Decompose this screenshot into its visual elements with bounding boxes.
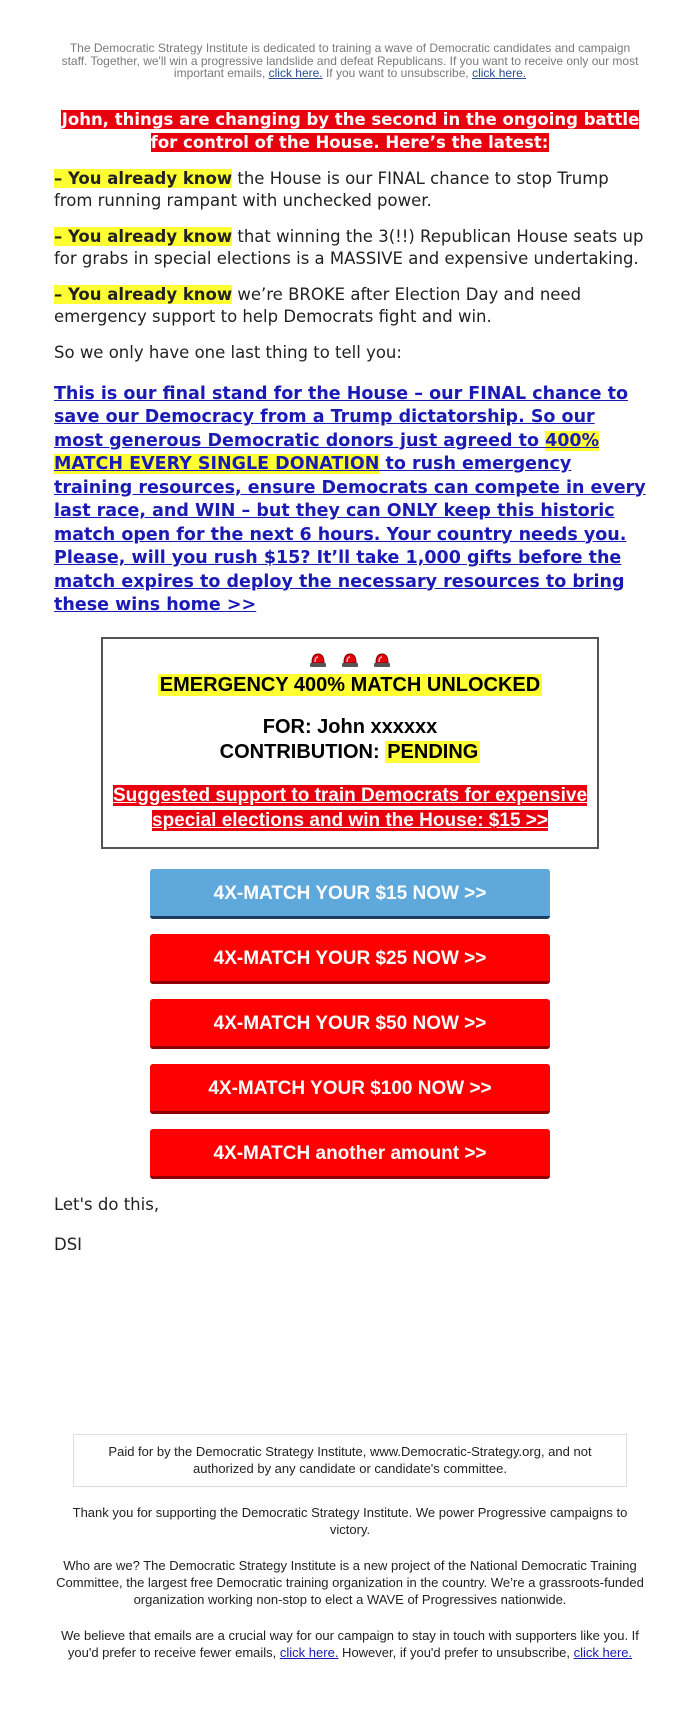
important-emails-link[interactable]: click here. [268, 66, 323, 80]
match-box [101, 637, 599, 849]
footer [54, 1504, 646, 1661]
bullet-1 [54, 168, 646, 212]
bullet-2 [54, 226, 646, 270]
suggested-donate-link[interactable]: Suggested support to train Democrats for expensive special elections and win the House: $15 >> [112, 784, 588, 831]
donate-25-button[interactable]: 4X-MATCH YOUR $25 NOW >> [150, 934, 550, 984]
bullet-lead: – You already know [54, 168, 233, 188]
fewer-emails-link[interactable]: click here. [279, 1644, 339, 1660]
bullet-lead: – You already know [54, 226, 233, 246]
contribution-label: CONTRIBUTION: [219, 740, 386, 763]
siren-icon [308, 649, 328, 669]
footer-unsubscribe-link[interactable]: click here. [573, 1644, 633, 1660]
contribution-line [111, 740, 589, 765]
suggested-support [111, 783, 589, 833]
siren-icon [372, 649, 392, 669]
siren-icon [340, 649, 360, 669]
footer-emails [54, 1627, 646, 1661]
footer-emails-text: We believe that emails are a crucial way for our campaign to stay in touch with supporters like you. If you'd prefer to receive fewer emails, [61, 1627, 639, 1660]
headline-text: John, things are changing by the second in the ongoing battle for control of the House. Here’s the latest: [61, 109, 640, 152]
preheader [54, 42, 646, 80]
donate-50-button[interactable]: 4X-MATCH YOUR $50 NOW >> [150, 999, 550, 1049]
intro-line: So we only have one last thing to tell you: [54, 342, 402, 362]
bullet-text: we’re BROKE after Election Day and need emergency support to help Democrats fight and win. [54, 284, 582, 326]
preheader-middle-text: If you want to unsubscribe, [322, 66, 473, 80]
donate-other-button[interactable]: 4X-MATCH another amount >> [150, 1129, 550, 1179]
preheader-text: The Democratic Strategy Institute is dedicated to training a wave of Democratic candidates and campaign staff. Together, we'll win a progressive landslide and defeat Republicans. If you want to receive only our most important emails, [61, 41, 639, 80]
cta-text-after: to rush emergency training resources, ensure Democrats can compete in every last race, and WIN – but they can ONLY keep this historic match open for the next 6 hours. Your country needs you. Please, will you rush $15? It’ll take 1,000 gifts before the match expires to deploy the necessary resources to bring these wins home >> [54, 454, 646, 615]
signoff-name: DSI [54, 1234, 83, 1254]
footer-emails-middle: However, if you'd prefer to unsubscribe, [338, 1644, 574, 1660]
footer-who: Who are we? The Democratic Strategy Institute is a new project of the National Democratic Training Committee, the largest free Democratic training organization in the country. We’re a grassroots-funded organization working non-stop to elect a WAVE of Progressives nationwide. [56, 1557, 644, 1607]
cta-highlight: 400% MATCH EVERY SINGLE DONATION [54, 430, 600, 474]
email-body [54, 0, 646, 1661]
match-title-text: EMERGENCY 400% MATCH UNLOCKED [159, 673, 541, 696]
bullet-text: the House is our FINAL chance to stop Trump from running rampant with unchecked power. [54, 168, 609, 210]
paid-for-disclaimer: Paid for by the Democratic Strategy Institute, www.Democratic-Strategy.org, and not authorized by any candidate or candidate's committee. [73, 1434, 627, 1487]
donate-buttons [54, 869, 646, 1179]
bullet-text: that winning the 3(!!) Republican House seats up for grabs in special elections is a MASSIVE and expensive undertaking. [54, 226, 644, 268]
bullet-3 [54, 284, 646, 328]
main-donate-link[interactable] [54, 383, 646, 618]
footer-thanks: Thank you for supporting the Democratic Strategy Institute. We power Progressive campaigns to victory. [72, 1504, 628, 1537]
cta-text-before: This is our final stand for the House – our FINAL chance to save our Democracy from a Trump dictatorship. So our most generous Democratic donors just agreed to [54, 383, 629, 451]
donate-100-button[interactable]: 4X-MATCH YOUR $100 NOW >> [150, 1064, 550, 1114]
bullet-lead: – You already know [54, 284, 233, 304]
contribution-status: PENDING [387, 740, 479, 763]
headline [54, 108, 646, 154]
unsubscribe-link[interactable]: click here. [472, 66, 527, 80]
sirens [111, 649, 589, 671]
signoff-line: Let's do this, [54, 1194, 160, 1214]
match-title [111, 673, 589, 697]
donate-15-button[interactable]: 4X-MATCH YOUR $15 NOW >> [150, 869, 550, 919]
for-line: FOR: John xxxxxx [262, 715, 438, 738]
